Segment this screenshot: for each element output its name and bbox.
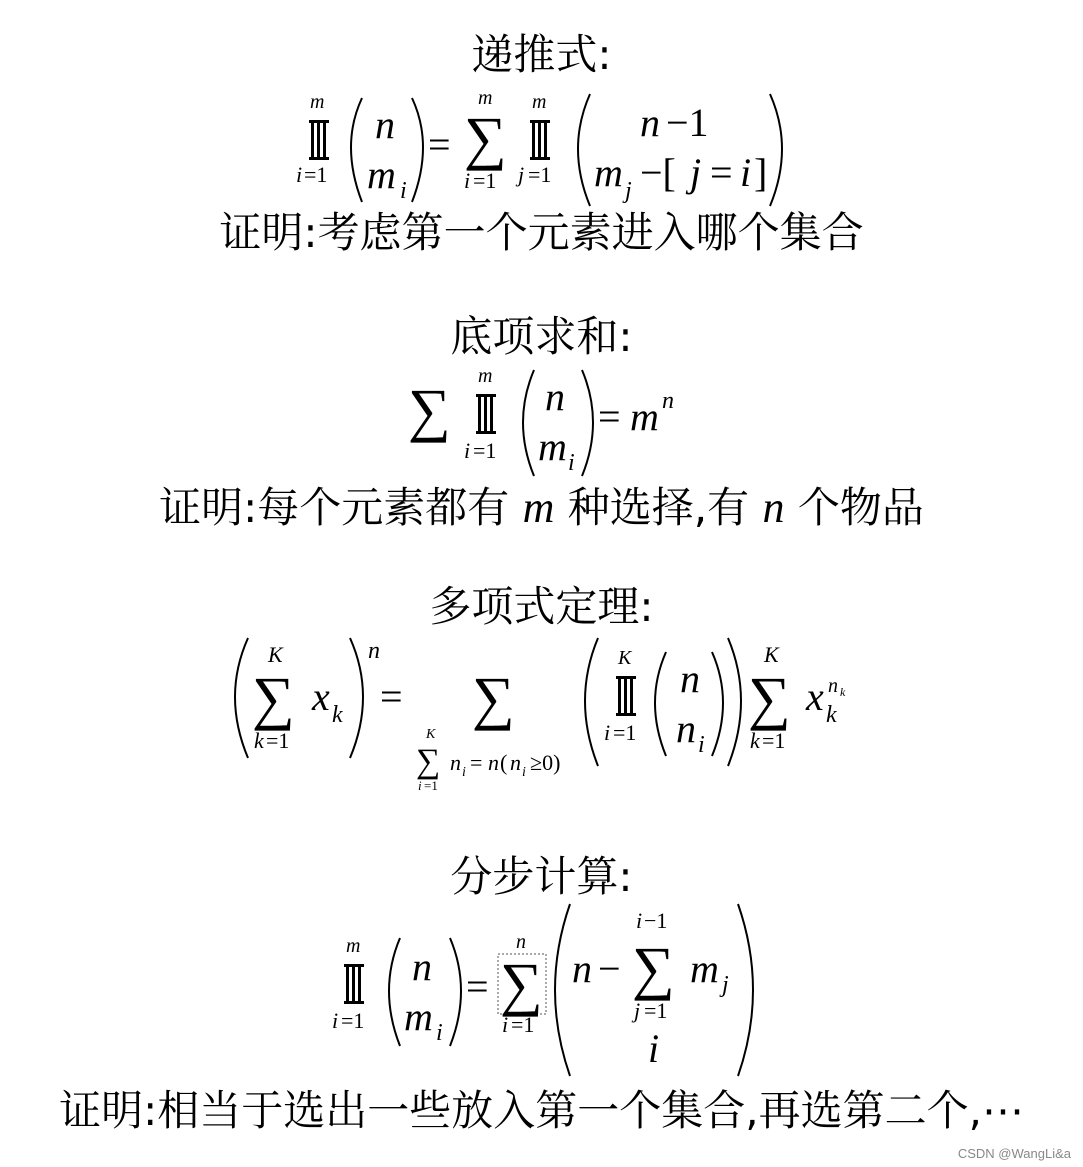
section-title-recurrence: 递推式: <box>471 30 612 79</box>
product-symbol <box>464 365 496 463</box>
svg-text:i: i <box>462 765 466 780</box>
svg-text:n: n <box>662 388 674 414</box>
svg-text:x: x <box>312 674 330 719</box>
svg-text:i: i <box>464 438 471 463</box>
svg-text:i: i <box>332 1008 339 1033</box>
svg-text:(: ( <box>500 750 508 775</box>
svg-text:K: K <box>618 647 632 669</box>
svg-text:∑: ∑ <box>464 105 507 171</box>
proof-var-m: m <box>522 483 555 532</box>
formula-bottom-sum <box>0 364 1083 480</box>
svg-text:j: j <box>518 162 525 187</box>
svg-text:i: i <box>568 450 575 476</box>
proof-bottom-sum <box>0 483 1083 532</box>
svg-text:i: i <box>418 778 422 793</box>
proof-text-1: 证明:每个元素都有 <box>159 483 523 532</box>
svg-text:n: n <box>412 944 432 989</box>
svg-text:j: j <box>625 178 632 204</box>
svg-text:−: − <box>598 946 621 991</box>
product-symbol <box>332 935 364 1033</box>
proof-text-3: 个物品 <box>784 483 924 532</box>
formula-stepwise <box>0 900 1083 1080</box>
svg-text:=1: =1 <box>341 1008 365 1033</box>
svg-text:i: i <box>464 168 471 193</box>
binomial-n-mi <box>389 938 461 1046</box>
svg-text:K: K <box>426 727 436 742</box>
svg-text:x: x <box>806 674 824 719</box>
product-symbol <box>296 91 329 187</box>
section-title-bottom-sum: 底项求和: <box>450 312 633 361</box>
svg-text:n: n <box>450 750 461 775</box>
summation-symbol <box>464 90 507 193</box>
proof-var-n: n <box>762 483 785 532</box>
sum-xk-power-n <box>235 638 380 758</box>
svg-text:=1: =1 <box>511 1012 535 1037</box>
summation-symbol-boxed <box>498 931 546 1037</box>
svg-text:m: m <box>310 91 325 113</box>
proof-recurrence: 证明:考虑第一个元素进入哪个集合 <box>219 208 864 257</box>
svg-text:i: i <box>636 908 643 933</box>
svg-text:=1: =1 <box>424 778 438 793</box>
product-symbol-j <box>515 91 551 187</box>
section-title-stepwise: 分步计算: <box>450 852 633 901</box>
svg-text:m: m <box>532 91 547 113</box>
summation-symbol: ∑ <box>408 377 451 443</box>
svg-text:=1: =1 <box>473 168 497 193</box>
svg-text:∑: ∑ <box>416 743 441 780</box>
section-title-multinomial: 多项式定理: <box>429 582 654 631</box>
svg-text:m: m <box>630 394 659 439</box>
svg-text:=: = <box>466 964 489 1009</box>
svg-text:i: i <box>522 765 526 780</box>
svg-text:=1: =1 <box>266 728 290 753</box>
binomial-n-mi <box>523 370 593 476</box>
svg-text:=1: =1 <box>644 998 668 1023</box>
svg-text:=1: =1 <box>762 728 786 753</box>
svg-text:=1: =1 <box>528 162 552 187</box>
svg-text:m: m <box>538 424 567 469</box>
svg-text:m: m <box>478 90 493 109</box>
svg-text:−1: −1 <box>644 908 668 933</box>
svg-text:=: = <box>380 674 403 719</box>
svg-text:=: = <box>710 150 733 195</box>
svg-text:n: n <box>510 750 521 775</box>
svg-text:−1: −1 <box>666 100 709 145</box>
binomial-stepwise <box>555 904 753 1076</box>
sum-xk-power-nk <box>748 642 846 753</box>
svg-text:=1: =1 <box>304 162 328 187</box>
svg-text:i: i <box>400 178 407 204</box>
svg-text:j: j <box>690 150 702 195</box>
svg-text:∑: ∑ <box>748 665 791 731</box>
binomial-n-1-mj <box>578 94 782 206</box>
svg-text:n: n <box>375 102 395 147</box>
svg-text:m: m <box>367 152 396 197</box>
svg-text:k: k <box>750 728 760 753</box>
svg-text:≥0): ≥0) <box>530 750 561 775</box>
svg-text:=: = <box>598 394 621 439</box>
svg-text:k: k <box>840 685 846 699</box>
svg-text:n: n <box>640 100 660 145</box>
proof-stepwise: 证明:相当于选出一些放入第一个集合,再选第二个,⋯ <box>59 1086 1024 1135</box>
svg-text:m: m <box>478 365 493 387</box>
svg-text:n: n <box>545 374 565 419</box>
product-binomial-group <box>585 638 741 766</box>
svg-text:n: n <box>488 750 499 775</box>
svg-text:i: i <box>604 720 611 745</box>
svg-text:=: = <box>470 750 483 775</box>
svg-text:k: k <box>332 702 343 728</box>
svg-text:K: K <box>268 642 283 667</box>
svg-text:m: m <box>404 994 433 1039</box>
svg-text:i: i <box>648 1026 660 1071</box>
svg-text:∑: ∑ <box>500 951 543 1017</box>
svg-text:i: i <box>436 1020 443 1046</box>
svg-text:i: i <box>740 150 752 195</box>
svg-text:n: n <box>676 706 696 751</box>
svg-text:k: k <box>826 702 837 728</box>
svg-text:j: j <box>722 972 729 998</box>
svg-text:=1: =1 <box>613 720 637 745</box>
svg-text:m: m <box>346 935 361 957</box>
watermark: CSDN @WangLi&a <box>957 1146 1071 1161</box>
formula-multinomial <box>0 634 1083 804</box>
svg-text:n: n <box>572 946 592 991</box>
svg-text:k: k <box>254 728 264 753</box>
svg-text:∑: ∑ <box>632 935 675 1001</box>
svg-text:K: K <box>764 642 779 667</box>
svg-text:−[: −[ <box>640 150 676 195</box>
svg-text:m: m <box>594 150 623 195</box>
svg-text:]: ] <box>754 150 768 195</box>
binomial-n-mi <box>351 98 423 204</box>
svg-text:i: i <box>296 162 303 187</box>
formula-recurrence <box>0 90 1083 210</box>
svg-text:∑: ∑ <box>472 665 515 731</box>
svg-text:m: m <box>690 946 719 991</box>
svg-text:∑: ∑ <box>252 665 295 731</box>
svg-text:i: i <box>698 732 705 758</box>
svg-text:j: j <box>634 998 641 1023</box>
svg-text:=1: =1 <box>473 438 497 463</box>
svg-text:n: n <box>828 675 838 697</box>
proof-text-2: 种选择,有 <box>554 483 763 532</box>
svg-text:i: i <box>502 1012 509 1037</box>
svg-text:n: n <box>516 931 526 953</box>
svg-text:n: n <box>680 656 700 701</box>
svg-text:=: = <box>428 122 451 167</box>
summation-constrained <box>416 665 560 793</box>
svg-text:n: n <box>368 638 380 664</box>
